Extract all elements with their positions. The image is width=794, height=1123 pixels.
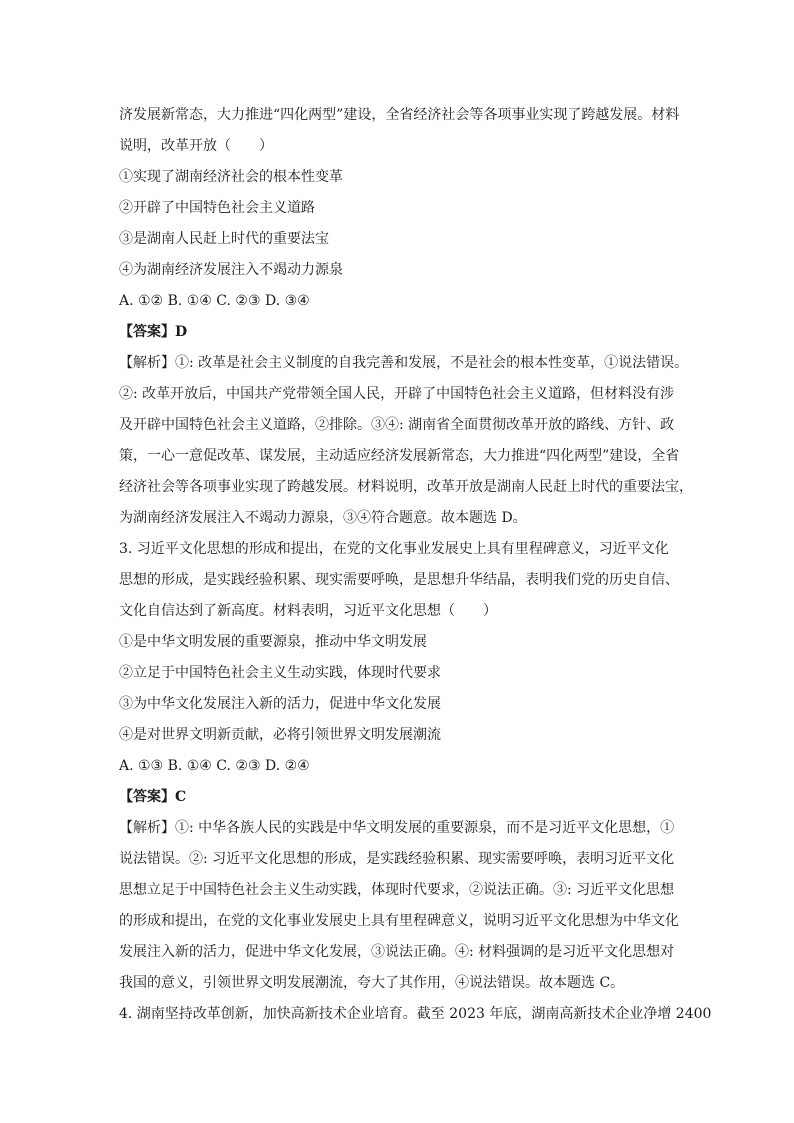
- answer-line: 【答案】D: [119, 324, 188, 340]
- analysis-line: 【解析】①: 中华各族人民的实践是中华文明发展的重要源泉，而不是习近平文化思想，①: [119, 820, 675, 836]
- analysis-line: 说法错误。②: 习近平文化思想的形成，是实践经验积累、现实需要呼唤，表明习近平文化: [119, 851, 675, 867]
- option-line: ③是湖南人民赶上时代的重要法宝: [119, 231, 329, 247]
- analysis-line: 思想立足于中国特色社会主义生动实践，体现时代要求，②说法正确。③: 习近平文化思想: [119, 882, 675, 898]
- question-stem-line: 3. 习近平文化思想的形成和提出，在党的文化事业发展史上具有里程碑意义，习近平文化: [119, 541, 669, 557]
- option-line: ③为中华文化发展注入新的活力，促进中华文化发展: [119, 696, 441, 712]
- question-stem-line: 4. 湖南坚持改革创新，加快高新技术企业培育。截至 2023 年底，湖南高新技术企业净增 2400: [119, 1006, 712, 1022]
- option-line: ②立足于中国特色社会主义生动实践，体现时代要求: [119, 665, 441, 681]
- analysis-line: 及开辟中国特色社会主义道路，②排除。③④: 湖南省全面贯彻改革开放的路线、方针、政: [119, 417, 675, 433]
- option-line: ④为湖南经济发展注入不竭动力源泉: [119, 262, 343, 278]
- choices-line: A. ①② B. ①④ C. ②③ D. ③④: [119, 293, 310, 309]
- analysis-line: 我国的意义，引领世界文明发展潮流，夸大了其作用，④说法错误。故本题选 C。: [119, 975, 625, 991]
- answer-line: 【答案】C: [119, 789, 187, 805]
- option-line: ②开辟了中国特色社会主义道路: [119, 200, 315, 216]
- analysis-line: 发展注入新的活力，促进中华文化发展，③说法正确。④: 材料强调的是习近平文化思想对: [119, 944, 675, 960]
- question-stem-line: 思想的形成，是实践经验积累、现实需要呼唤，是思想升华结晶，表明我们党的历史自信、: [119, 572, 679, 588]
- analysis-line: 的形成和提出，在党的文化事业发展史上具有里程碑意义，说明习近平文化思想为中华文化: [119, 913, 679, 929]
- analysis-line: 策，一心一意促改革、谋发展，主动适应经济发展新常态，大力推进“四化两型”建设，全省: [119, 448, 680, 464]
- question-stem-line: 说明，改革开放（ ）: [119, 138, 273, 154]
- choices-line: A. ①③ B. ①④ C. ②③ D. ②④: [119, 758, 310, 774]
- option-line: ①实现了湖南经济社会的根本性变革: [119, 169, 343, 185]
- analysis-line: 经济社会等各项事业实现了跨越发展。材料说明，改革开放是湖南人民赶上时代的重要法宝，: [119, 479, 693, 495]
- option-line: ①是中华文明发展的重要源泉，推动中华文明发展: [119, 634, 427, 650]
- question-stem-line: 文化自信达到了新高度。材料表明，习近平文化思想（ ）: [119, 603, 497, 619]
- document-body: [119, 100, 712, 1030]
- text-line: 济发展新常态，大力推进“四化两型”建设，全省经济社会等各项事业实现了跨越发展。材料: [119, 107, 680, 123]
- analysis-line: 为湖南经济发展注入不竭动力源泉，③④符合题意。故本题选 D。: [119, 510, 527, 526]
- option-line: ④是对世界文明新贡献，必将引领世界文明发展潮流: [119, 727, 441, 743]
- analysis-line: 【解析】①: 改革是社会主义制度的自我完善和发展，不是社会的根本性变革，①说法错误。: [119, 355, 689, 371]
- analysis-line: ②: 改革开放后，中国共产党带领全国人民，开辟了中国特色社会主义道路，但材料没有涉: [119, 386, 675, 402]
